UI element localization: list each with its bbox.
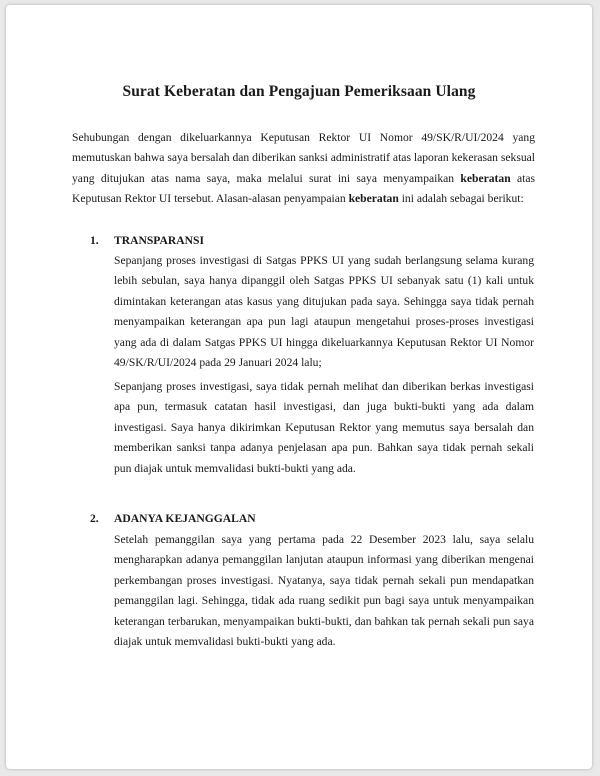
section-2-paragraph-1: Setelah pemanggilan saya yang pertama pada 22 Desember 2023 lalu, saya selalu mengharapkan adanya pemanggilan lanjutan ataupun informasi yang diberikan mengenai perkembangan proses investigasi. Nyatanya, saya tidak pernah sekali pun mendapatkan pemanggilan lagi. Sehingga, tidak ada ruang sedikit pun bagi saya untuk menyampaikan keterangan terbarukan, menyampaikan bukti-bukti, dan bahkan tak pernah sekali pun saya diajak untuk memvalidasi bukti-bukti yang ada. [114, 533, 534, 649]
section-1-paragraph-2: Sepanjang proses investigasi, saya tidak pernah melihat dan diberikan berkas investigasi apa pun, termasuk catatan hasil investigasi, dan juga bukti-bukti yang ada dalam investigasi. Saya hanya dikirimkan Keputusan Rektor yang memutus saya bersalah dan memberikan sanksi tanpa adanya penjelasan apa pun. Bahkan saya tidak pernah sekali pun diajak untuk memvalidasi bukti-bukti yang ada. [114, 380, 534, 475]
section-1-title: TRANSPARANSI [114, 234, 204, 247]
intro-text-3: ini adalah sebagai berikut: [398, 192, 524, 206]
intro-text-1: Sehubungan dengan dikeluarkannya Keputusan Rektor UI Nomor 49/SK/R/UI/2024 yang memutuskan bahwa saya bersalah dan diberikan sanksi administratif atas laporan kekerasan seksual yang ditujukan atas nama saya, maka melalui surat ini saya menyampaikan [72, 131, 535, 185]
section-2-title: ADANYA KEJANGGALAN [114, 512, 256, 525]
section-1-heading [90, 234, 204, 247]
document-page [6, 5, 592, 769]
intro-bold-keberatan-1: keberatan [460, 171, 511, 185]
intro-paragraph [72, 128, 535, 210]
intro-text-2: atas Keputusan Rektor UI tersebut. Alasan-alasan penyampaian [72, 171, 535, 206]
intro-bold-keberatan-2: keberatan [348, 192, 399, 206]
section-1-paragraph-1: Sepanjang proses investigasi di Satgas PPKS UI yang sudah berlangsung selama kurang lebih sebulan, saya hanya dipanggil oleh Satgas PPKS UI sebanyak satu (1) kali untuk dimintakan keterangan atas kasus yang ditujukan pada saya. Sehingga saya tidak pernah menyampaikan keterangan apa pun lagi ataupun mengetahui proses-proses investigasi yang ada di dalam Satgas PPKS UI hingga dikeluarkannya Keputusan Rektor UI Nomor 49/SK/R/UI/2024 pada 29 Januari 2024 lalu; [114, 254, 534, 370]
section-2-number: 2. [90, 512, 99, 525]
section-1-number: 1. [90, 234, 99, 247]
document-title: Surat Keberatan dan Pengajuan Pemeriksaan Ulang [122, 83, 476, 100]
section-2-heading [90, 512, 256, 525]
